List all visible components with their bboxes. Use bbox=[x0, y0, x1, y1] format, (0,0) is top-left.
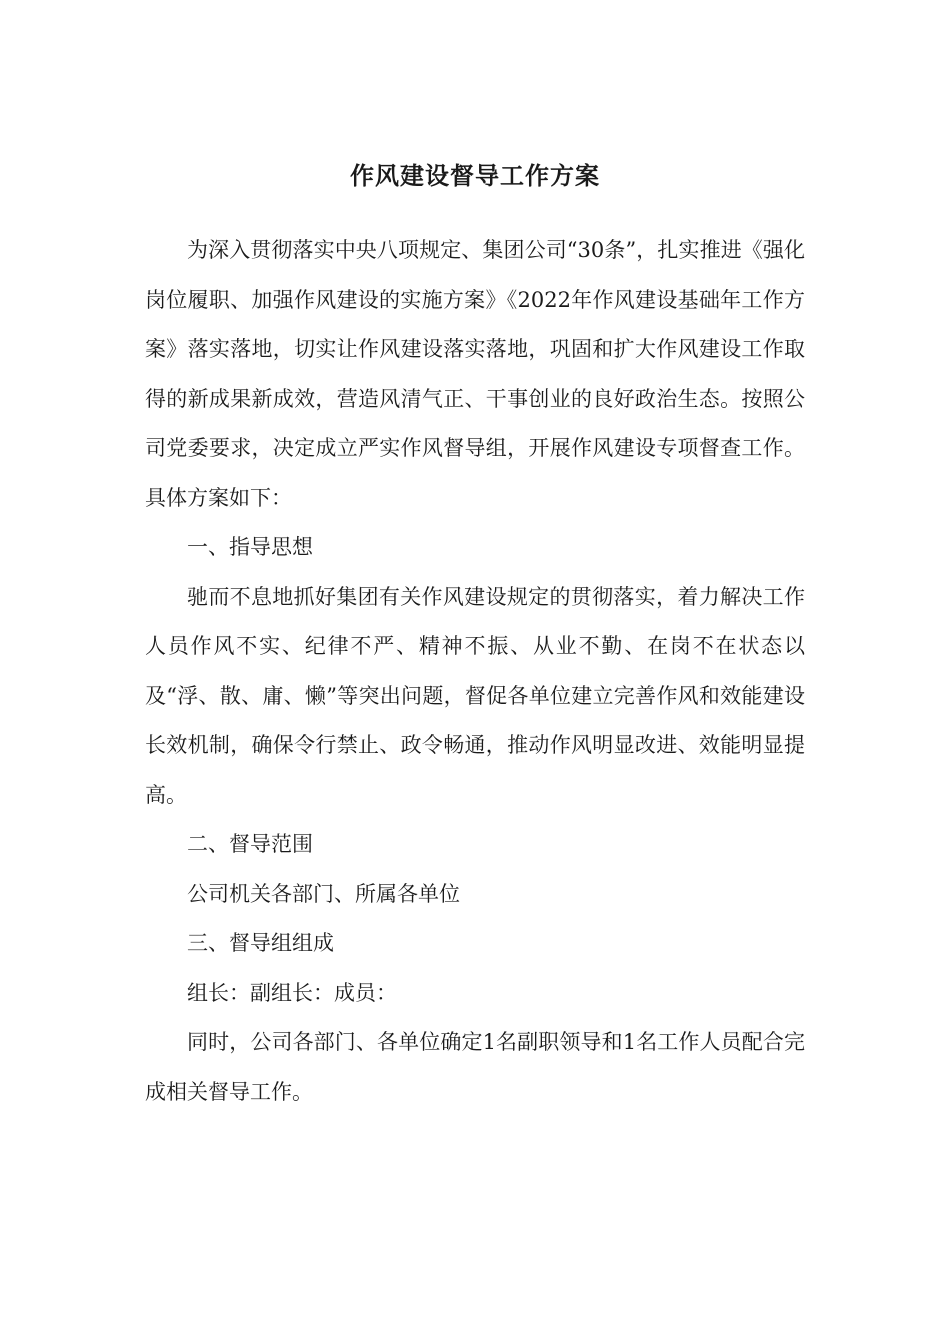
document-body bbox=[145, 226, 805, 1117]
heading-team-composition: 三、督导组组成 bbox=[187, 931, 334, 955]
heading-guiding-ideology: 一、指导思想 bbox=[187, 535, 313, 559]
paragraph-team-members: 组长：副组长：成员： bbox=[187, 980, 397, 1005]
paragraph-guiding-ideology: 驰而不息地抓好集团有关作风建设规定的贯彻落实，着力解决工作人员作风不实、纪律不严、精神不振、从业不勤、在岗不在状态以及“浮、散、庸、懒”等突出问题，督促各单位建立完善作风和效能建设长效机制，确保令行禁止、政令畅通，推动作风明显改进、效能明显提高。 bbox=[145, 584, 805, 807]
document-title: 作风建设督导工作方案 bbox=[350, 161, 600, 190]
heading-supervision-scope: 二、督导范围 bbox=[187, 832, 313, 856]
paragraph-supervision-scope: 公司机关各部门、所属各单位 bbox=[187, 881, 460, 906]
paragraph-cooperation: 同时，公司各部门、各单位确定1名副职领导和1名工作人员配合完成相关督导工作。 bbox=[145, 1030, 805, 1104]
paragraph-intro: 为深入贯彻落实中央八项规定、集团公司“30条”，扎实推进《强化岗位履职、加强作风建设的实施方案》《2022年作风建设基础年工作方案》落实落地，切实让作风建设落实落地，巩固和扩大作风建设工作取得的新成果新成效，营造风清气正、干事创业的良好政治生态。按照公司党委要求，决定成立严实作风督导组，开展作风建设专项督查工作。具体方案如下： bbox=[145, 238, 805, 510]
